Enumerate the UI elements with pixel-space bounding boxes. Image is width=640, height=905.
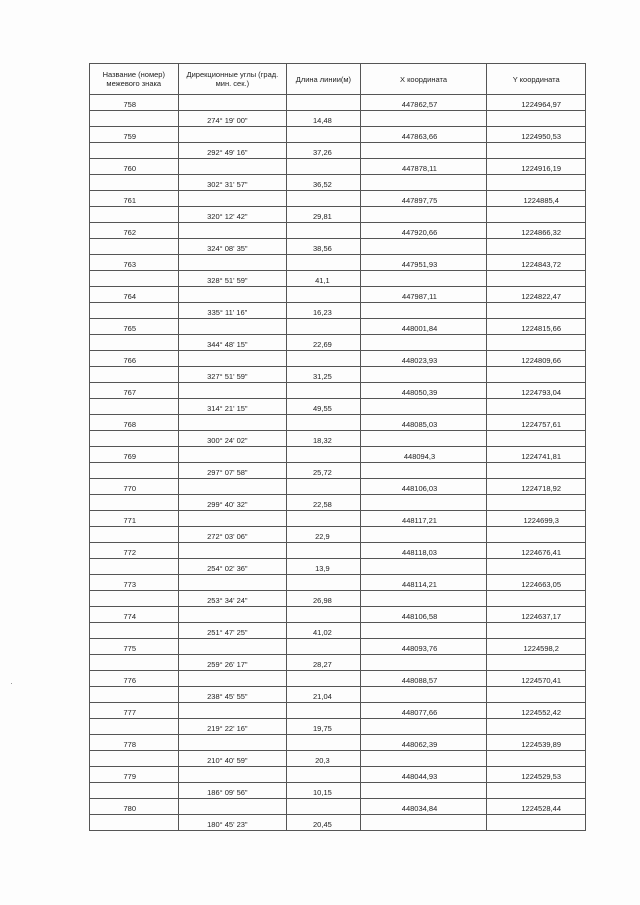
- x-coordinate: 448044,93: [401, 772, 438, 781]
- direction-angle: 314° 21' 15": [207, 404, 248, 413]
- line-length: 20,45: [313, 820, 332, 829]
- y-coordinate: 1224741,81: [521, 452, 561, 461]
- x-coordinate: 448085,03: [401, 420, 438, 429]
- line-length: 10,15: [313, 788, 332, 797]
- table-row: [90, 495, 586, 511]
- point-name: 771: [123, 516, 137, 525]
- table-row: [90, 719, 586, 735]
- direction-angle: 328° 51' 59": [207, 276, 248, 285]
- direction-angle: 335° 11' 16": [207, 308, 248, 317]
- point-name: 769: [123, 452, 137, 461]
- point-name: 765: [123, 324, 137, 333]
- table-row: [90, 463, 586, 479]
- y-coordinate: 1224539,89: [521, 740, 561, 749]
- table-row: [90, 815, 586, 831]
- table-row: [90, 431, 586, 447]
- header-row: [90, 64, 586, 95]
- table-row: [90, 447, 586, 463]
- direction-angle: 320° 12' 42": [207, 212, 248, 221]
- y-coordinate: 1224699,3: [523, 516, 559, 525]
- table-row: [90, 799, 586, 815]
- x-coordinate: 448050,39: [401, 388, 438, 397]
- table-row: [90, 191, 586, 207]
- direction-angle: 259° 26' 17": [207, 660, 248, 669]
- table-row: [90, 303, 586, 319]
- table-row: [90, 623, 586, 639]
- direction-angle: 300° 24' 02": [207, 436, 248, 445]
- line-length: 36,52: [313, 180, 332, 189]
- direction-angle: 180° 45' 23": [207, 820, 248, 829]
- table-row: [90, 783, 586, 799]
- direction-angle: 251° 47' 25": [207, 628, 248, 637]
- direction-angle: 324° 08' 35": [207, 244, 248, 253]
- line-length: 29,81: [313, 212, 332, 221]
- table-row: [90, 127, 586, 143]
- x-coordinate: 448088,57: [401, 676, 438, 685]
- point-name: 774: [123, 612, 137, 621]
- table-row: [90, 639, 586, 655]
- line-length: 25,72: [313, 468, 332, 477]
- line-length: 38,56: [313, 244, 332, 253]
- point-name: 766: [123, 356, 137, 365]
- y-coordinate: 1224528,44: [521, 804, 561, 813]
- line-length: 18,32: [313, 436, 332, 445]
- table-row: [90, 703, 586, 719]
- point-name: 767: [123, 388, 137, 397]
- point-name: 763: [123, 260, 137, 269]
- x-coordinate: 447863,66: [401, 132, 438, 141]
- table-row: [90, 383, 586, 399]
- point-name: 773: [123, 580, 137, 589]
- header-length: Длина линии(м): [287, 64, 360, 95]
- line-length: 20,3: [315, 756, 330, 765]
- direction-angle: 238° 45' 55": [207, 692, 248, 701]
- direction-angle: 327° 51' 59": [207, 372, 248, 381]
- x-coordinate: 448062,39: [401, 740, 438, 749]
- table-row: [90, 511, 586, 527]
- line-length: 41,02: [313, 628, 332, 637]
- y-coordinate: 1224757,61: [521, 420, 561, 429]
- table-row: [90, 159, 586, 175]
- line-length: 22,9: [315, 532, 330, 541]
- y-coordinate: 1224570,41: [521, 676, 561, 685]
- table-row: [90, 607, 586, 623]
- x-coordinate: 447920,66: [401, 228, 438, 237]
- header-direction: Дирекционные углы (град. мин. сек.): [178, 64, 287, 95]
- y-coordinate: 1224529,53: [521, 772, 561, 781]
- header-y: Y координата: [487, 64, 586, 95]
- direction-angle: 272° 03' 06": [207, 532, 248, 541]
- line-length: 14,48: [313, 116, 332, 125]
- x-coordinate: 448118,03: [402, 548, 437, 557]
- line-length: 37,26: [313, 148, 332, 157]
- x-coordinate: 448106,58: [401, 612, 438, 621]
- table-row: [90, 415, 586, 431]
- x-coordinate: 448114,21: [402, 580, 437, 589]
- y-coordinate: 1224718,92: [521, 484, 561, 493]
- point-name: 780: [123, 804, 137, 813]
- point-name: 772: [123, 548, 137, 557]
- line-length: 22,69: [313, 340, 332, 349]
- scan-speck: [11, 683, 12, 684]
- point-name: 775: [123, 644, 137, 653]
- table-row: [90, 575, 586, 591]
- table-row: [90, 175, 586, 191]
- line-length: 28,27: [313, 660, 332, 669]
- x-coordinate: 448106,03: [401, 484, 438, 493]
- line-length: 13,9: [315, 564, 330, 573]
- direction-angle: 219° 22' 16": [207, 724, 248, 733]
- table-row: [90, 271, 586, 287]
- table-row: [90, 655, 586, 671]
- y-coordinate: 1224552,42: [521, 708, 561, 717]
- direction-angle: 254° 02' 36": [207, 564, 248, 573]
- point-name: 778: [123, 740, 137, 749]
- x-coordinate: 447862,57: [401, 100, 438, 109]
- table-row: [90, 287, 586, 303]
- table-row: [90, 239, 586, 255]
- y-coordinate: 1224676,41: [521, 548, 561, 557]
- table-row: [90, 367, 586, 383]
- table-row: [90, 111, 586, 127]
- point-name: 764: [123, 292, 137, 301]
- line-length: 41,1: [315, 276, 330, 285]
- table-row: [90, 95, 586, 111]
- table-row: [90, 559, 586, 575]
- y-coordinate: 1224885,4: [523, 196, 559, 205]
- direction-angle: 299° 40' 32": [207, 500, 248, 509]
- point-name: 762: [123, 228, 137, 237]
- table-row: [90, 479, 586, 495]
- table-row: [90, 351, 586, 367]
- y-coordinate: 1224793,04: [521, 388, 561, 397]
- table-row: [90, 223, 586, 239]
- table-row: [90, 687, 586, 703]
- table-body: [90, 95, 586, 831]
- table-row: [90, 751, 586, 767]
- table-row: [90, 591, 586, 607]
- y-coordinate: 1224866,32: [521, 228, 561, 237]
- x-coordinate: 448001,84: [401, 324, 438, 333]
- point-name: 761: [123, 196, 137, 205]
- table-row: [90, 255, 586, 271]
- line-length: 16,23: [313, 308, 332, 317]
- y-coordinate: 1224598,2: [523, 644, 559, 653]
- y-coordinate: 1224916,19: [521, 164, 561, 173]
- y-coordinate: 1224809,66: [521, 356, 561, 365]
- line-length: 31,25: [313, 372, 332, 381]
- header-name: Название (номер) межевого знака: [90, 64, 179, 95]
- table-row: [90, 671, 586, 687]
- line-length: 22,58: [313, 500, 332, 509]
- direction-angle: 210° 40' 59": [207, 756, 248, 765]
- point-name: 760: [123, 164, 137, 173]
- y-coordinate: 1224815,66: [521, 324, 561, 333]
- direction-angle: 292° 49' 16": [207, 148, 248, 157]
- line-length: 21,04: [313, 692, 332, 701]
- table-row: [90, 735, 586, 751]
- direction-angle: 186° 09' 56": [207, 788, 248, 797]
- boundary-points-table: [89, 63, 586, 831]
- direction-angle: 274° 19' 00": [207, 116, 248, 125]
- x-coordinate: 448034,84: [401, 804, 438, 813]
- direction-angle: 302° 31' 57": [207, 180, 248, 189]
- table-row: [90, 543, 586, 559]
- y-coordinate: 1224964,97: [521, 100, 561, 109]
- x-coordinate: 448094,3: [403, 452, 436, 461]
- point-name: 776: [123, 676, 137, 685]
- direction-angle: 253° 34' 24": [207, 596, 248, 605]
- table-row: [90, 399, 586, 415]
- table-row: [90, 143, 586, 159]
- point-name: 768: [123, 420, 137, 429]
- x-coordinate: 447951,93: [401, 260, 438, 269]
- table-row: [90, 207, 586, 223]
- x-coordinate: 448093,76: [401, 644, 438, 653]
- x-coordinate: 447897,75: [401, 196, 438, 205]
- y-coordinate: 1224822,47: [521, 292, 561, 301]
- point-name: 758: [123, 100, 137, 109]
- y-coordinate: 1224663,05: [521, 580, 561, 589]
- line-length: 49,55: [313, 404, 332, 413]
- line-length: 19,75: [313, 724, 332, 733]
- y-coordinate: 1224637,17: [521, 612, 561, 621]
- x-coordinate: 448117,21: [402, 516, 437, 525]
- x-coordinate: 448077,66: [401, 708, 438, 717]
- direction-angle: 297° 07' 58": [207, 468, 248, 477]
- y-coordinate: 1224950,53: [521, 132, 561, 141]
- table-row: [90, 527, 586, 543]
- x-coordinate: 447987,11: [402, 292, 437, 301]
- direction-angle: 344° 48' 15": [207, 340, 248, 349]
- table-row: [90, 767, 586, 783]
- point-name: 779: [123, 772, 137, 781]
- x-coordinate: 447878,11: [402, 164, 437, 173]
- point-name: 770: [123, 484, 137, 493]
- point-name: 777: [123, 708, 137, 717]
- x-coordinate: 448023,93: [401, 356, 438, 365]
- point-name: 759: [123, 132, 137, 141]
- y-coordinate: 1224843,72: [521, 260, 561, 269]
- table-row: [90, 335, 586, 351]
- header-x: X координата: [360, 64, 487, 95]
- table-row: [90, 319, 586, 335]
- line-length: 26,98: [313, 596, 332, 605]
